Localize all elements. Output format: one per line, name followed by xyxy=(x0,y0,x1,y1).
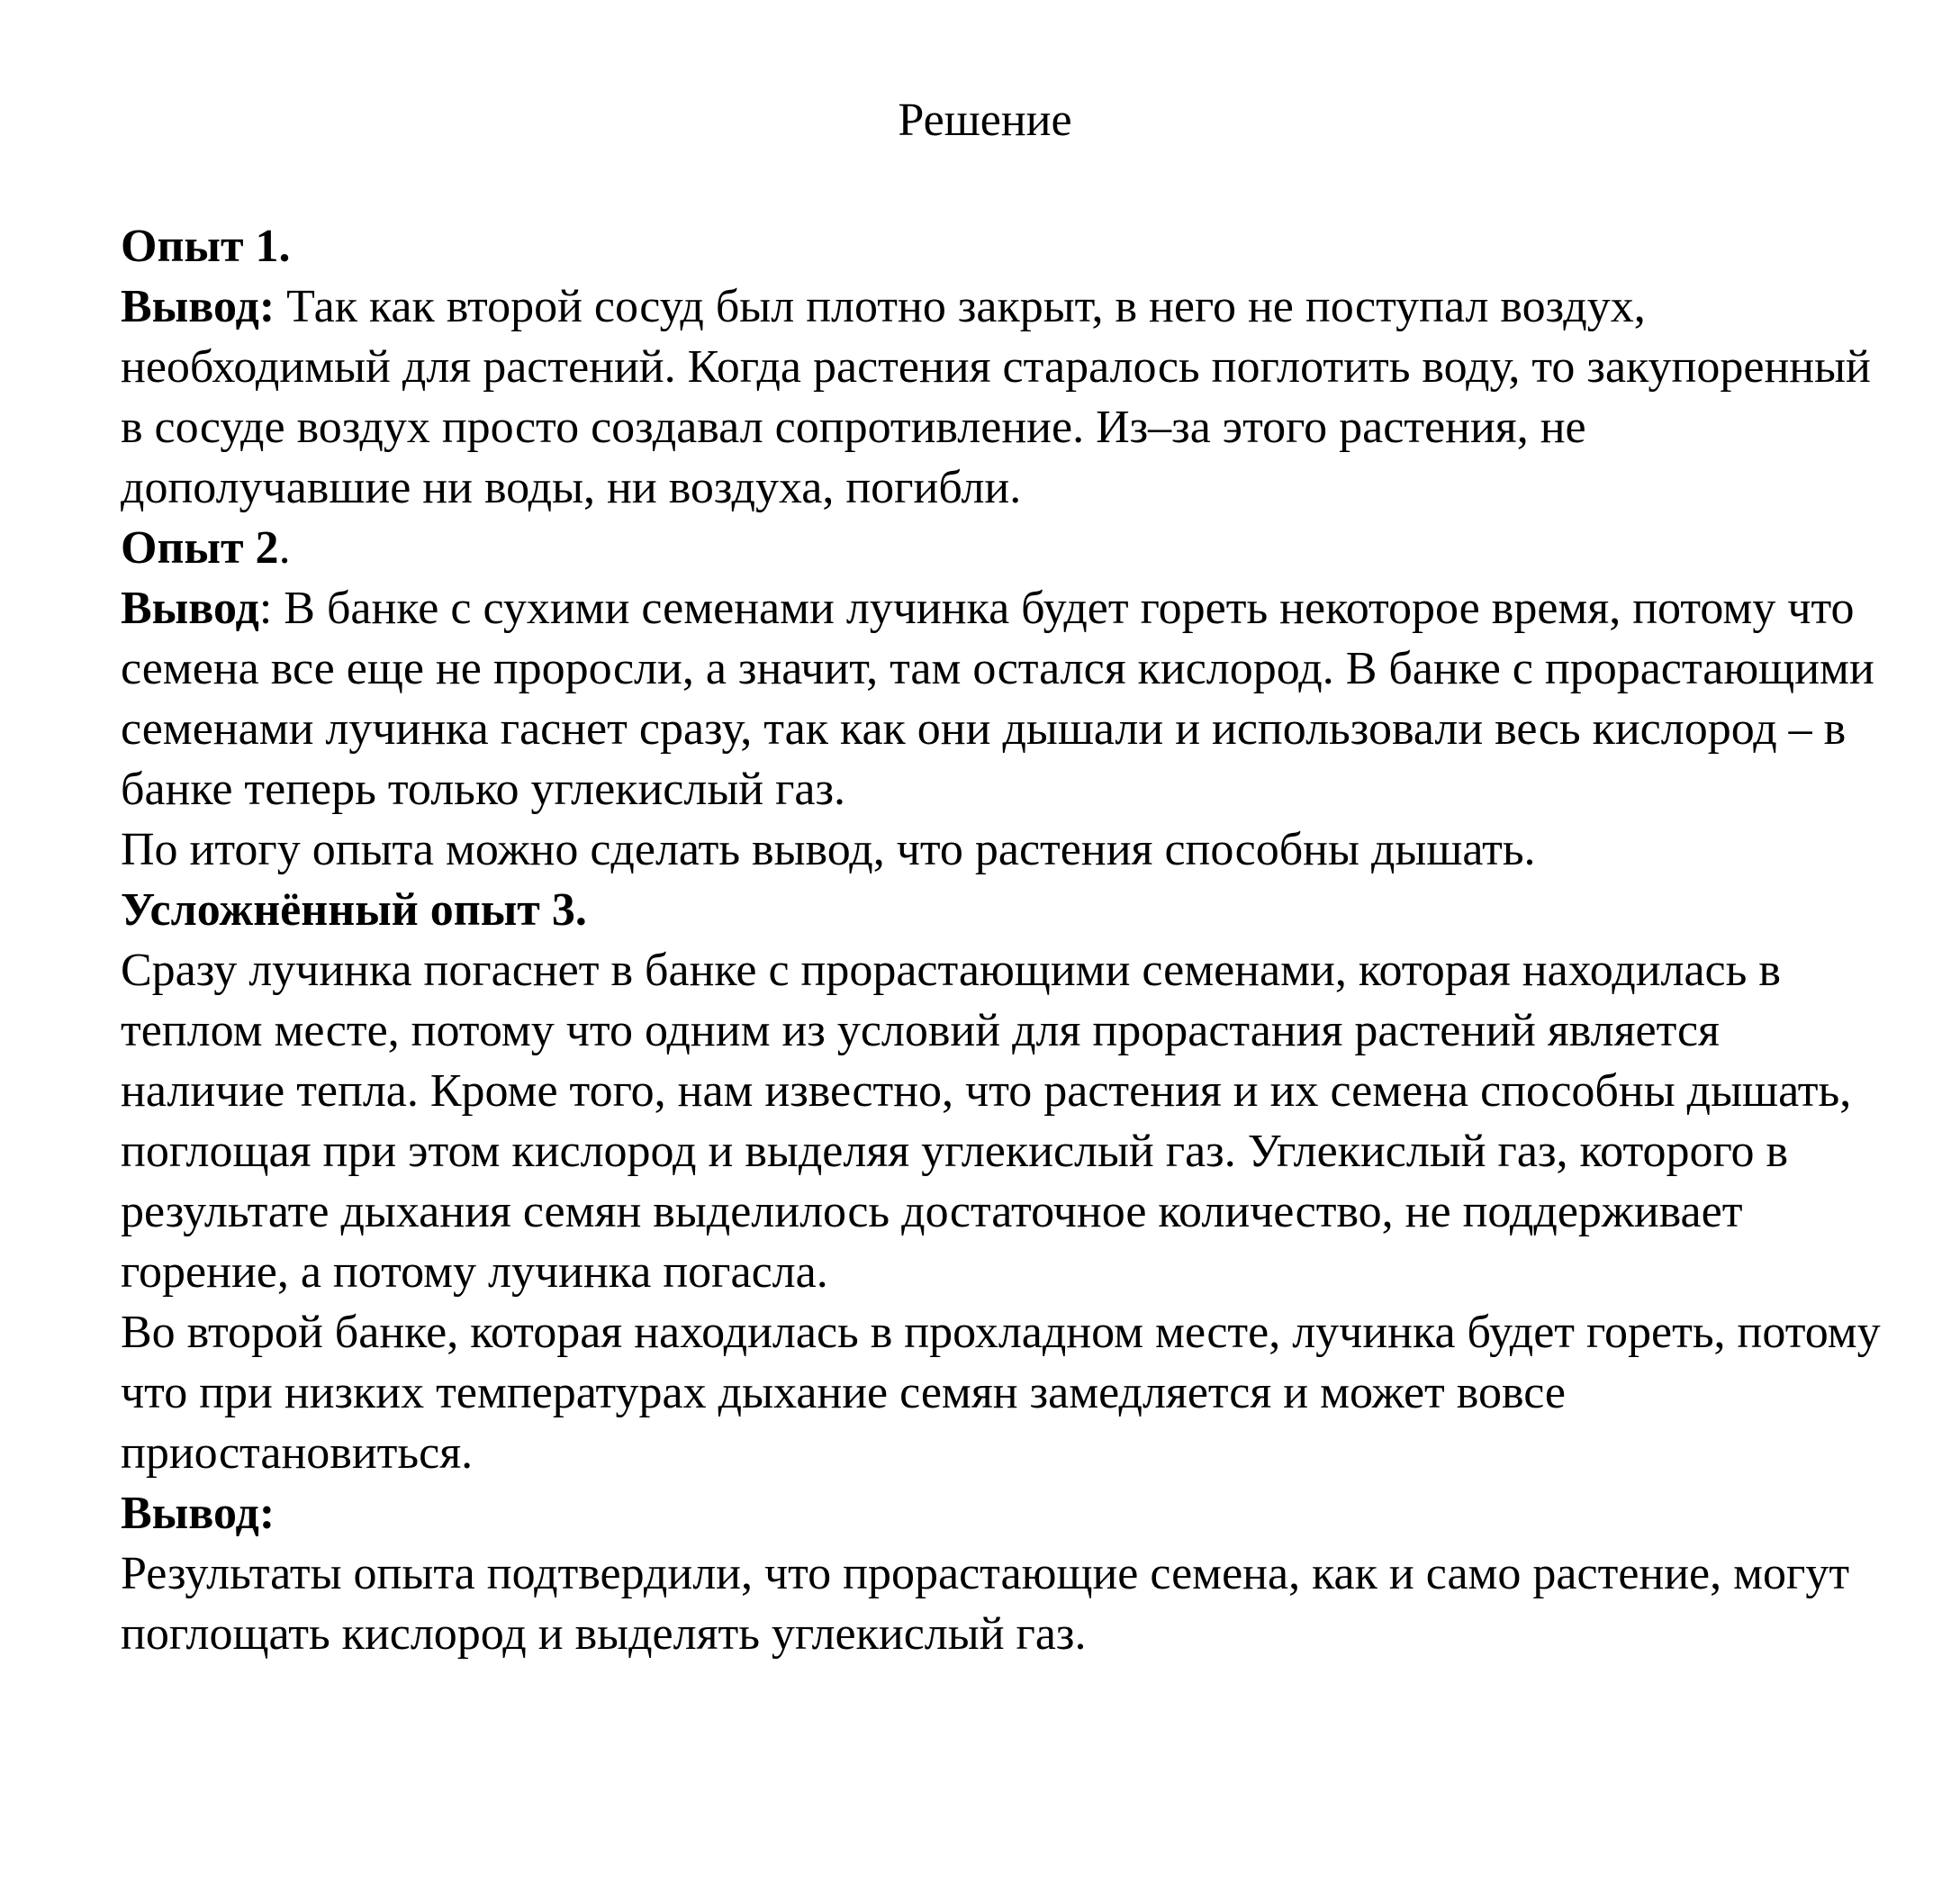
exp3-paragraph-2: Во второй банке, которая находилась в прохладном месте, лучинка будет гореть, потому что при низких температурах дыхание семян замедляется и может вовсе приостановиться. xyxy=(121,1307,1881,1479)
exp3-conclusion-label: Вывод: xyxy=(121,1488,275,1539)
exp1-conclusion xyxy=(121,276,1885,518)
exp2-heading: Опыт 2. xyxy=(121,522,291,574)
exp2-conclusion xyxy=(121,578,1885,819)
exp2-conclusion-text: : В банке с сухими семенами лучинка будет гореть некоторое время, потому что семена все еще не проросли, а значит, там остался кислород. В банке с прорастающими семенами лучинка гаснет сразу, так как они дышали и использовали весь кислород – в банке теперь только углекислый газ. xyxy=(121,583,1874,815)
solution-document xyxy=(121,97,1885,1664)
exp3-conclusion-text: Результаты опыта подтвердили, что прорастающие семена, как и само растение, могут поглощать кислород и выделять углекислый газ. xyxy=(121,1548,1850,1660)
exp2-summary: По итогу опыта можно сделать вывод, что растения способны дышать. xyxy=(121,824,1536,875)
page-title: Решение xyxy=(898,95,1072,146)
exp1-conclusion-text: Так как второй сосуд был плотно закрыт, в него не поступал воздух, необходимый для растений. Когда растения старалось поглотить воду, то закупоренный в сосуде воздух просто создавал сопротивление. Из–за этого растения, не дополучавшие ни воды, ни воздуха, погибли. xyxy=(121,281,1871,513)
exp3-paragraph-1: Сразу лучинка погаснет в банке с прорастающими семенами, которая находилась в теплом месте, потому что одним из условий для прорастания растений является наличие тепла. Кроме того, нам известно, что растения и их семена способны дышать, поглощая при этом кислород и выделяя углекислый газ. Углекислый газ, которого в результате дыхания семян выделилось достаточное количество, не поддерживает горение, а потому лучинка погасла. xyxy=(121,945,1852,1298)
exp2-conclusion-label: Вывод xyxy=(121,583,259,634)
exp1-conclusion-label: Вывод: xyxy=(121,281,275,332)
exp1-heading: Опыт 1. xyxy=(121,221,291,272)
exp3-heading: Усложнённый опыт 3. xyxy=(121,884,587,936)
